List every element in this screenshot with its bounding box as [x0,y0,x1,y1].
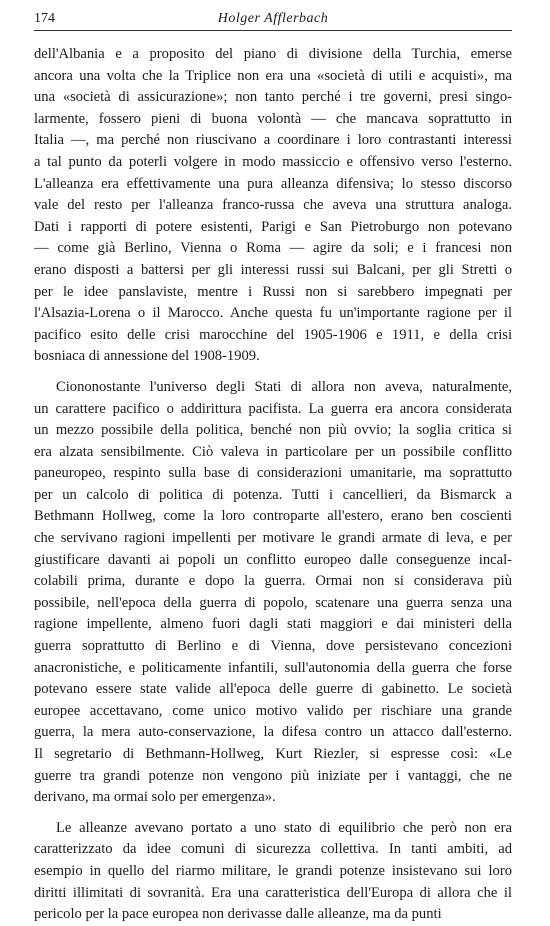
text-line: per le idee panslaviste, mentre i Russi non si sarebbero impegnati per [34,283,512,300]
text-line: Italia —, ma perché non riuscivano a coordinare i loro contrastanti interessi [34,132,512,149]
text-line: Dati i rapporti di potere esistenti, Parigi e San Pietroburgo non potevano [34,218,512,235]
running-head: Holger Afflerbach [217,11,329,26]
text-line: guerra, la mera auto-conservazione, la difesa contro un attacco dall'esterno. [34,724,512,741]
text-line: guerra soprattutto di Berlino e di Vienna, dove persistevano concezioni [34,638,512,655]
text-line: erano disposti a battersi per gli interessi russi sui Balcani, per gli Stretti o [34,261,512,278]
text-line: bosniaca di annessione del 1908-1909. [34,348,260,365]
text-line: larmente, fossero pieni di buona volontà — che mancava soprattutto in [34,110,512,127]
paragraph [34,818,512,926]
text-line: Il segretario di Bethmann-Hollweg, Kurt Riezler, si espresse così: «Le [34,746,512,762]
text-line: colabili prima, durante e dopo la guerra. Ormai non si considerava più [34,573,512,590]
text-line: ancora una volta che la Triplice non era una «società di utili e acquisti», ma [34,67,512,84]
text-line: caratterizzato da idee comuni di sicurezza collettiva. In tanti ambiti, ad [34,841,512,858]
text-line: europee accettavano, come unico motivo valido per rischiare una grande [34,702,512,719]
page-number: 174 [34,11,55,26]
text-line: un mezzo possibile della politica, benché non più ovvio; la soglia critica si [34,422,512,439]
paragraph [34,44,512,368]
text-line: L'alleanza era effettivamente una pura alleanza difensiva; lo stesso discorso [34,175,512,192]
text-line: Bethmann Hollweg, come la loro controparte all'estero, erano ben coscienti [34,508,512,525]
text-line: pericolo per la pace europea non derivasse dalle alleanze, ma da punti [34,906,442,923]
text-line: vale del resto per l'alleanza franco-russa che aveva una struttura analoga. [34,197,512,214]
text-line: Ciononostante l'universo degli Stati di allora non aveva, naturalmente, [56,378,512,395]
text-line: per un calcolo di politica di potenza. Tutti i cancellieri, da Bismarck a [34,486,512,503]
text-line: potevano essere state valide all'epoca delle guerre di gabinetto. Le società [34,681,512,698]
body-text [34,44,512,926]
text-line: a tal punto da poterli volgere in modo massiccio e offensivo verso l'esterno. [34,153,512,170]
text-line: che servivano ragioni impellenti per motivare le grandi armate di leva, e per [34,530,512,547]
text-line: possibile, nell'epoca della guerra di popolo, scatenare una guerra senza una [34,594,512,611]
text-line: era alzata sensibilmente. Ciò valeva in particolare per un possibile conflitto [34,443,512,460]
text-line: diritti illimitati di sovranità. Era una caratteristica dell'Europa di allora che il [34,884,512,901]
text-line: una «società di assicurazione»; non tanto perché i tre governi, presi singo- [34,89,512,106]
text-line: anacronistiche, e politicamente infantili, sull'autonomia della guerra che forse [34,659,512,676]
text-line: dell'Albania e a proposito del piano di divisione della Turchia, emerse [34,46,512,62]
paragraph [34,377,512,809]
text-line: Le alleanze avevano portato a uno stato di equilibrio che però non era [56,819,512,836]
paragraph-gap [34,809,512,818]
text-line: ragione impellente, almeno fuori dagli stati maggiori e dai ministeri della [34,616,512,633]
text-line: — come già Berlino, Vienna o Roma — agire da soli; e i francesi non [34,240,512,257]
text-line: guerre tra grandi potenze non vengono più iniziate per i vantaggi, che ne [34,767,512,784]
text-line: esempio in quello del riarmo militare, le grandi potenze insistevano sui loro [34,862,512,879]
text-line: paneuropeo, respinto sulla base di considerazioni umanitarie, ma soprattutto [34,465,512,482]
paragraph-gap [34,368,512,377]
page-header [34,8,512,31]
text-line: un carattere pacifico o addirittura pacifista. La guerra era ancora considerata [34,400,512,417]
text-line: giustificare davanti ai popoli un conflitto europeo dalle conseguenze incal- [34,551,512,568]
text-line: pacifico esito delle crisi marocchine del 1905-1906 e 1911, e della crisi [34,326,512,343]
text-line: derivano, ma ormai solo per emergenza». [34,789,276,806]
text-line: l'Alsazia-Lorena o il Marocco. Anche questa fu un'importante ragione per il [34,305,512,322]
